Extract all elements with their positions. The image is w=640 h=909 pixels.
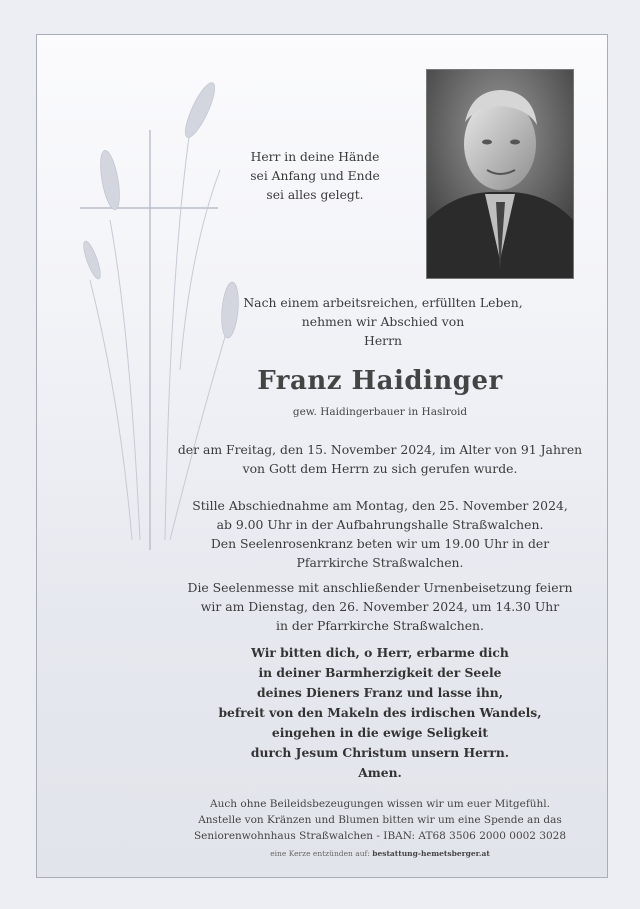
motto-line: Herr in deine Hände: [250, 150, 380, 164]
deceased-name: Franz Haidinger: [257, 366, 503, 396]
farewell-line: Stille Abschiednahme am Montag, den 25. November 2024,: [192, 498, 568, 513]
deceased-subtitle: gew. Haidingerbauer in Haslroid: [292, 406, 468, 418]
intro-line: Nach einem arbeitsreichen, erfüllten Leben,: [243, 295, 523, 310]
prayer: [160, 643, 600, 783]
prayer-line: eingehen in die ewige Seligkeit: [271, 725, 489, 740]
death-notice-line: von Gott dem Herrn zu sich gerufen wurde.: [242, 461, 518, 476]
motto-line: sei alles gelegt.: [266, 188, 364, 202]
farewell-line: ab 9.00 Uhr in der Aufbahrungshalle Straßwalchen.: [216, 517, 544, 532]
mass-line: in der Pfarrkirche Straßwalchen.: [276, 618, 484, 633]
intro-line: Herrn: [364, 333, 402, 348]
note-line: Auch ohne Beileidsbezeugungen wissen wir um euer Mitgefühl.: [210, 798, 550, 810]
portrait-image: [427, 70, 573, 278]
motto: [240, 148, 390, 205]
intro-line: nehmen wir Abschied von: [301, 314, 465, 329]
farewell-line: Den Seelenrosenkranz beten wir um 19.00 Uhr in der: [210, 536, 550, 551]
farewell-line: Pfarrkirche Straßwalchen.: [296, 555, 464, 570]
note-line: Seniorenwohnhaus Straßwalchen - IBAN: AT68 3506 2000 0002 3028: [193, 830, 567, 842]
footer-link[interactable]: bestattung-hemetsberger.at: [372, 849, 490, 858]
death-notice: [160, 440, 600, 478]
footer-prefix: eine Kerze entzünden auf:: [270, 849, 373, 858]
prayer-line: durch Jesum Christum unsern Herrn.: [250, 745, 510, 760]
prayer-line: Wir bitten dich, o Herr, erbarme dich: [251, 645, 509, 660]
intro-text: [208, 293, 558, 350]
footer: [200, 849, 560, 858]
farewell-info: [160, 496, 600, 572]
portrait-photo: [426, 69, 574, 279]
prayer-line: in deiner Barmherzigkeit der Seele: [258, 665, 502, 680]
prayer-line: deines Dieners Franz und lasse ihn,: [256, 685, 504, 700]
mass-line: wir am Dienstag, den 26. November 2024, um 14.30 Uhr: [200, 599, 560, 614]
prayer-line: Amen.: [358, 765, 402, 780]
mass-info: [160, 578, 600, 635]
mass-line: Die Seelenmesse mit anschließender Urnenbeisetzung feiern: [187, 580, 573, 595]
death-notice-line: der am Freitag, den 15. November 2024, im Alter von 91 Jahren: [177, 442, 583, 457]
motto-line: sei Anfang und Ende: [250, 169, 380, 183]
note-line: Anstelle von Kränzen und Blumen bitten wir um eine Spende an das: [198, 814, 562, 826]
donation-note: [150, 796, 610, 844]
prayer-line: befreit von den Makeln des irdischen Wandels,: [218, 705, 542, 720]
